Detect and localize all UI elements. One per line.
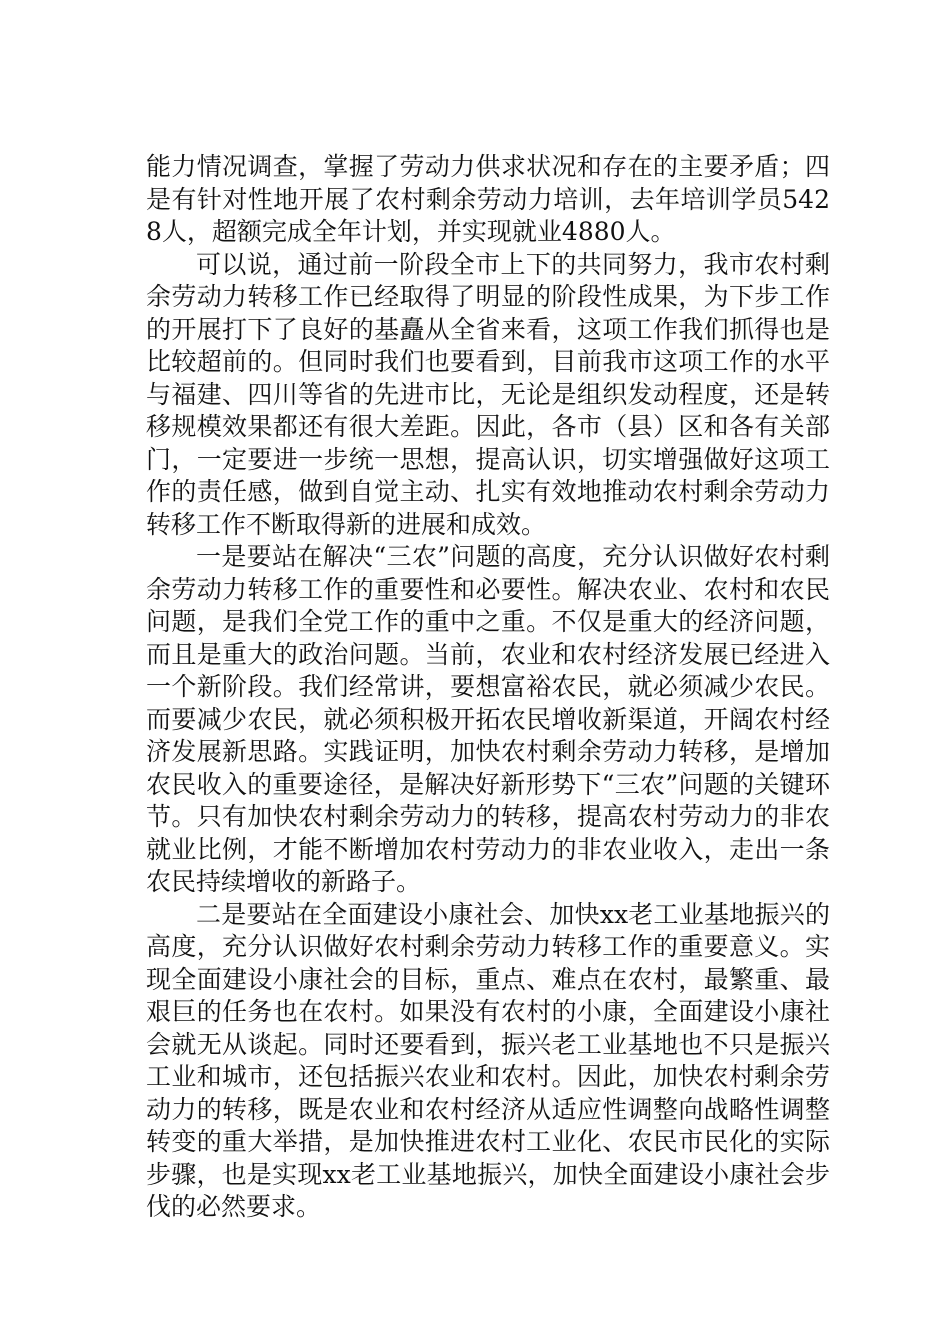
paragraph-point-two: 二是要站在全面建设小康社会、加快xx老工业基地振兴的高度，充分认识做好农村剩余劳动力转移工作的重要意义。实现全面建设小康社会的目标，重点、难点在农村，最繁重、最艰巨的任务也在农村。如果没有农村的小康，全面建设小康社会就无从谈起。同时还要看到，振兴老工业基地也不只是振兴工业和城市，还包括振兴农业和农村。因此，加快农村剩余劳动力的转移，既是农业和农村经济从适应性调整向战略性调整转变的重大举措，是加快推进农村工业化、农民市民化的实际步骤，也是实现xx老工业基地振兴，加快全面建设小康社会步伐的必然要求。	[146, 899, 830, 1221]
paragraph-summary: 可以说，通过前一阶段全市上下的共同努力，我市农村剩余劳动力转移工作已经取得了明显的阶段性成果，为下步工作的开展打下了良好的基矗从全省来看，这项工作我们抓得也是比较超前的。但同时我们也要看到，目前我市这项工作的水平与福建、四川等省的先进市比，无论是组织发动程度，还是转移规模效果都还有很大差距。因此，各市（县）区和各有关部门，一定要进一步统一思想，提高认识，切实增强做好这项工作的责任感，做到自觉主动、扎实有效地推动农村剩余劳动力转移工作不断取得新的进展和成效。	[146, 249, 830, 539]
paragraph-continuation: 能力情况调查，掌握了劳动力供求状况和存在的主要矛盾；四是有针对性地开展了农村剩余劳动力培训，去年培训学员5428人，超额完成全年计划，并实现就业4880人。	[146, 152, 830, 246]
paragraph-point-one: 一是要站在解决“三农”问题的高度，充分认识做好农村剩余劳动力转移工作的重要性和必要性。解决农业、农村和农民问题，是我们全党工作的重中之重。不仅是重大的经济问题，而且是重大的政治问题。当前，农业和农村经济发展已经进入一个新阶段。我们经常讲，要想富裕农民，就必须减少农民。而要减少农民，就必须积极开拓农民增收新渠道，开阔农村经济发展新思路。实践证明，加快农村剩余劳动力转移，是增加农民收入的重要途径，是解决好新形势下“三农”问题的关键环节。只有加快农村剩余劳动力的转移，提高农村劳动力的非农就业比例，才能不断增加农村劳动力的非农业收入，走出一条农民持续增收的新路子。	[146, 542, 830, 896]
document-body	[146, 151, 830, 1224]
